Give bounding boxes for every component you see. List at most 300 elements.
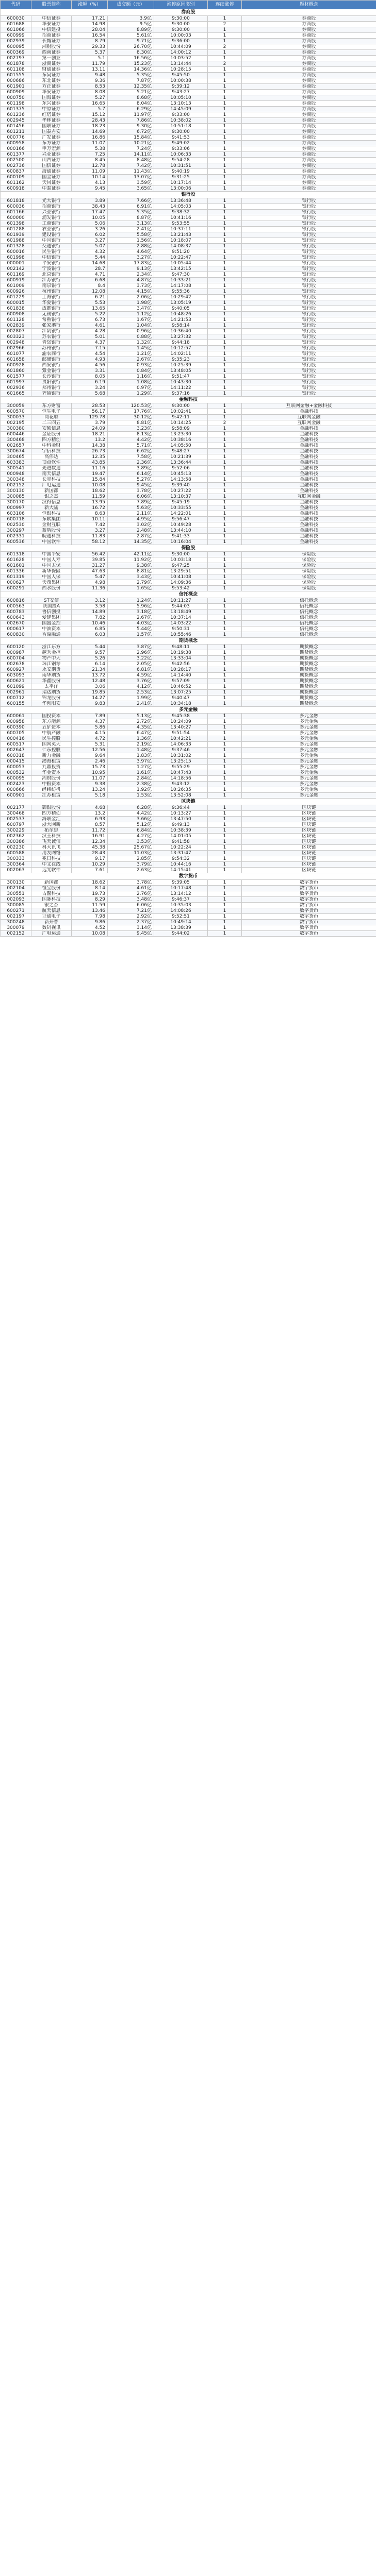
table-cell: 1 <box>208 215 242 221</box>
table-cell: 1.53亿 <box>108 793 154 799</box>
table-cell: 9.83 <box>72 701 108 707</box>
table-row <box>1 753 376 759</box>
table-row <box>1 615 376 621</box>
table-cell: 保险股 <box>242 552 376 557</box>
table-cell: 长沙银行 <box>31 374 72 380</box>
table-cell: 4.15 <box>72 731 108 736</box>
table-cell: 杭州银行 <box>31 289 72 295</box>
table-cell: 券商股 <box>242 56 376 61</box>
table-cell: 6.14亿 <box>108 471 154 477</box>
table-cell: 多元金融 <box>242 753 376 759</box>
table-cell: 银行股 <box>242 334 376 340</box>
table-cell: 1 <box>208 283 242 289</box>
table-cell: 2.36亿 <box>108 460 154 466</box>
table-cell: 券商股 <box>242 158 376 163</box>
table-cell: 10:41:08 <box>154 574 208 580</box>
table-cell: 苏农银行 <box>31 334 72 340</box>
table-cell: 002177 <box>1 805 31 811</box>
table-cell: 9:44:02 <box>154 931 208 937</box>
table-cell: 互联网金融 <box>242 415 376 420</box>
table-cell: 1 <box>208 650 242 656</box>
table-cell: 10:00:03 <box>154 33 208 39</box>
table-cell: 江阴银行 <box>31 329 72 334</box>
table-cell: 8.87亿 <box>108 215 154 221</box>
table-cell: 广电运通 <box>31 483 72 488</box>
table-cell: 银之杰 <box>31 494 72 500</box>
table-cell: 1 <box>208 569 242 574</box>
table-cell: 600926 <box>1 289 31 295</box>
table-cell: 47.63 <box>72 569 108 574</box>
table-cell: 券商股 <box>242 129 376 135</box>
table-cell: 期货概念 <box>242 656 376 662</box>
table-row <box>1 787 376 793</box>
table-cell: 4.28 <box>72 329 108 334</box>
table-cell: 1.32亿 <box>108 340 154 346</box>
table-cell: 28.04 <box>72 27 108 33</box>
table-row <box>1 266 376 272</box>
table-cell: 15.84亿 <box>108 135 154 141</box>
table-cell: 区块链 <box>242 868 376 873</box>
table-cell: 3.12 <box>72 598 108 604</box>
table-row <box>1 471 376 477</box>
table-cell: 金融科技 <box>242 409 376 415</box>
table-cell: 9:55:29 <box>154 765 208 770</box>
table-cell: 银行股 <box>242 221 376 227</box>
table-cell: 10:38:39 <box>154 828 208 834</box>
table-cell: 601169 <box>1 272 31 278</box>
table-cell: 1 <box>208 403 242 409</box>
table-cell: 金融科技 <box>242 517 376 522</box>
table-cell: 南天信息 <box>31 471 72 477</box>
table-cell: 1.57亿 <box>108 632 154 638</box>
table-cell: 邮储银行 <box>31 357 72 363</box>
table-cell: 14.35亿 <box>108 539 154 545</box>
table-cell: 国海证券 <box>31 95 72 101</box>
table-cell: 宁波银行 <box>31 266 72 272</box>
table-cell: 9.45亿 <box>108 931 154 937</box>
table-cell: 中原证券 <box>31 107 72 112</box>
table-cell: 1 <box>208 701 242 707</box>
table-cell: 银行股 <box>242 249 376 255</box>
table-cell: 12.35亿 <box>108 84 154 90</box>
table-cell: 东方财富 <box>31 403 72 409</box>
table-cell: 2.41亿 <box>108 701 154 707</box>
table-cell: 物产中大 <box>31 656 72 662</box>
table-cell: 1 <box>208 534 242 539</box>
table-cell: 金融科技 <box>242 449 376 454</box>
table-cell: 10:35:03 <box>154 903 208 908</box>
table-cell: 2 <box>208 44 242 50</box>
table-cell: 金融科技 <box>242 539 376 545</box>
table-cell: 9.36 <box>72 78 108 84</box>
table-cell: 数字货币 <box>242 880 376 886</box>
table-cell: 600621 <box>1 679 31 684</box>
table-cell: 4.27亿 <box>108 834 154 839</box>
table-cell: 江苏银行 <box>31 278 72 283</box>
table-cell: 9:30:00 <box>154 129 208 135</box>
table-cell: 1 <box>208 626 242 632</box>
table-cell: 浙商证券 <box>31 61 72 67</box>
table-cell: 券商股 <box>242 152 376 158</box>
table-cell: 东方证券 <box>31 141 72 146</box>
table-cell: 10:03:18 <box>154 557 208 563</box>
table-cell: 5.07 <box>72 244 108 249</box>
table-cell: 2.53亿 <box>108 690 154 696</box>
table-cell: 14.27 <box>72 696 108 701</box>
table-cell: 1.08亿 <box>108 380 154 385</box>
table-cell: 1 <box>208 289 242 295</box>
table-cell: 14:08:37 <box>154 244 208 249</box>
table-cell: 8.81亿 <box>108 420 154 426</box>
table-cell: 24.09 <box>72 426 108 432</box>
table-cell: 券商股 <box>242 175 376 180</box>
table-cell: 1 <box>208 811 242 817</box>
table-cell: 11.72 <box>72 828 108 834</box>
table-cell: 9:51:47 <box>154 374 208 380</box>
table-cell: 10:14:25 <box>154 420 208 426</box>
table-cell: 1 <box>208 839 242 845</box>
table-cell: 珠江钢琴 <box>31 662 72 667</box>
table-cell: 1 <box>208 557 242 563</box>
table-cell: 600918 <box>1 186 31 192</box>
table-cell: 14:11:22 <box>154 385 208 391</box>
table-cell: 拓尔思 <box>31 828 72 834</box>
table-row <box>1 714 376 719</box>
table-cell: 多元金融 <box>242 736 376 742</box>
table-cell: 5.61亿 <box>108 33 154 39</box>
table-cell: 13.95 <box>72 500 108 505</box>
table-cell: 汉得信息 <box>31 500 72 505</box>
table-cell: 26.70亿 <box>108 44 154 50</box>
table-cell: 1 <box>208 645 242 650</box>
table-cell: 四方精创 <box>31 811 72 817</box>
table-cell: 多元金融 <box>242 759 376 765</box>
table-cell: 1 <box>208 118 242 124</box>
table-row <box>1 368 376 374</box>
table-cell: 000948 <box>1 471 31 477</box>
table-cell: 1 <box>208 107 242 112</box>
table-cell: 10:16:04 <box>154 539 208 545</box>
table-cell: 000532 <box>1 770 31 776</box>
table-cell: 1 <box>208 765 242 770</box>
table-cell: 601319 <box>1 574 31 580</box>
table-cell: 600928 <box>1 363 31 368</box>
table-cell: 10:19:38 <box>154 650 208 656</box>
table-cell: 1 <box>208 323 242 329</box>
table-cell: 15.84 <box>72 477 108 483</box>
table-cell: 000416 <box>1 736 31 742</box>
table-cell: 9:42:11 <box>154 415 208 420</box>
table-cell: 9:45:19 <box>154 500 208 505</box>
table-cell: 14.89 <box>72 609 108 615</box>
table-row <box>1 834 376 839</box>
section-header-row <box>1 707 376 714</box>
table-cell: 9:52:51 <box>154 914 208 920</box>
table-cell: 1 <box>208 466 242 471</box>
table-cell: 5.58亿 <box>108 232 154 238</box>
table-cell: 10:42:21 <box>154 736 208 742</box>
table-cell: 1 <box>208 511 242 517</box>
table-cell: 金融科技 <box>242 483 376 488</box>
table-cell: 鲁信创投 <box>31 609 72 615</box>
table-cell: 2 <box>208 61 242 67</box>
table-row <box>1 323 376 329</box>
table-row <box>1 903 376 908</box>
table-row <box>1 650 376 656</box>
table-cell: 爱建集团 <box>31 615 72 621</box>
table-cell: 方正证券 <box>31 84 72 90</box>
table-cell: 6.02 <box>72 232 108 238</box>
table-cell: 银行股 <box>242 232 376 238</box>
table-cell: 东软集团 <box>31 517 72 522</box>
table-row <box>1 238 376 244</box>
table-cell: 1.48亿 <box>108 748 154 753</box>
table-cell: 银行股 <box>242 244 376 249</box>
table-cell: 0.93亿 <box>108 363 154 368</box>
table-cell: 1 <box>208 528 242 534</box>
table-cell: 16.54 <box>72 33 108 39</box>
table-cell: 1 <box>208 552 242 557</box>
table-cell: 601229 <box>1 295 31 300</box>
table-cell: 601336 <box>1 569 31 574</box>
table-cell: ST安信 <box>31 598 72 604</box>
table-cell: 成都银行 <box>31 306 72 312</box>
table-cell: 12.56 <box>72 748 108 753</box>
table-cell: 1 <box>208 90 242 95</box>
table-cell: 30.12亿 <box>108 415 154 420</box>
table-cell: 10:27:22 <box>154 488 208 494</box>
table-cell: 五矿资本 <box>31 725 72 731</box>
table-cell: 14:18:56 <box>154 776 208 782</box>
table-cell: 1 <box>208 186 242 192</box>
table-row <box>1 135 376 141</box>
table-cell: 山西证券 <box>31 158 72 163</box>
table-cell: 中油资本 <box>31 626 72 632</box>
table-cell: 600036 <box>1 204 31 210</box>
table-cell: 金融科技 <box>242 432 376 437</box>
table-body <box>1 9 376 937</box>
column-header: 代码 <box>1 1 31 9</box>
table-cell: 9:48:11 <box>154 645 208 650</box>
table-cell: 保险股 <box>242 569 376 574</box>
table-cell: 300229 <box>1 828 31 834</box>
table-row <box>1 295 376 300</box>
column-header: 股票简称 <box>31 1 72 9</box>
table-cell: 太平洋 <box>31 684 72 690</box>
table-cell: 9:42:56 <box>154 662 208 667</box>
table-cell: 600797 <box>1 822 31 828</box>
table-cell: 多元金融 <box>242 770 376 776</box>
table-cell: 14:08:26 <box>154 908 208 914</box>
table-cell: 华安证券 <box>31 90 72 95</box>
table-cell: 9.57 <box>72 650 108 656</box>
table-cell: 保险股 <box>242 574 376 580</box>
table-cell: 300380 <box>1 426 31 432</box>
table-cell: 多元金融 <box>242 776 376 782</box>
table-row <box>1 95 376 101</box>
table-cell: 1 <box>208 822 242 828</box>
table-cell: 银行股 <box>242 391 376 397</box>
table-cell: 19.73 <box>72 891 108 897</box>
table-cell: 9:36:00 <box>154 39 208 44</box>
table-cell: 银行股 <box>242 323 376 329</box>
table-cell: 10:41:16 <box>154 215 208 221</box>
table-cell: 4.95亿 <box>108 517 154 522</box>
table-cell: 13.46 <box>72 908 108 914</box>
table-row <box>1 673 376 679</box>
table-cell: 华鑫股份 <box>31 679 72 684</box>
table-cell: 1 <box>208 725 242 731</box>
table-cell: 17.47 <box>72 210 108 215</box>
table-cell: 1 <box>208 27 242 33</box>
table-cell: 古鳌科技 <box>31 891 72 897</box>
table-row <box>1 432 376 437</box>
table-cell: 56.17 <box>72 409 108 415</box>
table-cell: 7.98 <box>72 914 108 920</box>
table-cell: 600901 <box>1 793 31 799</box>
table-cell: 42.11亿 <box>108 552 154 557</box>
table-cell: 002142 <box>1 266 31 272</box>
table-row <box>1 363 376 368</box>
table-row <box>1 50 376 56</box>
table-cell: 13:27:32 <box>154 334 208 340</box>
table-cell: 7.86亿 <box>108 118 154 124</box>
table-cell: 湘财股份 <box>31 44 72 50</box>
table-cell: 4.87亿 <box>108 278 154 283</box>
table-row <box>1 112 376 118</box>
table-cell: 3.73亿 <box>108 283 154 289</box>
table-cell: 9:37:46 <box>154 748 208 753</box>
table-cell: 1 <box>208 793 242 799</box>
table-cell: 长亮科技 <box>31 477 72 483</box>
table-cell: 9:33:06 <box>154 146 208 152</box>
table-cell: 1 <box>208 759 242 765</box>
table-cell: 3.27 <box>72 528 108 534</box>
table-cell: 3.27 <box>72 238 108 244</box>
section-title: 保险股 <box>1 545 376 552</box>
section-title: 金融科技 <box>1 397 376 403</box>
table-cell: 1 <box>208 931 242 937</box>
table-cell: 5.1 <box>72 56 108 61</box>
table-cell: 14:01:05 <box>154 834 208 839</box>
table-cell: 5.12亿 <box>108 822 154 828</box>
table-cell: 1 <box>208 662 242 667</box>
table-cell: 1 <box>208 204 242 210</box>
table-cell: 601377 <box>1 152 31 158</box>
table-cell: 4.42亿 <box>108 811 154 817</box>
table-cell: 5.27亿 <box>108 477 154 483</box>
table-cell: 银行股 <box>242 340 376 346</box>
table-cell: 御银股份 <box>31 805 72 811</box>
table-cell: 8.04亿 <box>108 101 154 107</box>
table-cell: 000997 <box>1 505 31 511</box>
table-cell: 信托概念 <box>242 626 376 632</box>
table-row <box>1 374 376 380</box>
table-cell: 14:06:33 <box>154 742 208 748</box>
table-cell: 互联网金融 <box>242 420 376 426</box>
table-cell: 金融科技 <box>242 528 376 534</box>
table-cell: 5.44亿 <box>108 626 154 632</box>
table-cell: 13:10:13 <box>154 101 208 107</box>
table-cell: 4.13 <box>72 180 108 186</box>
table-cell: 银行股 <box>242 312 376 317</box>
table-cell: 10:51:18 <box>154 124 208 129</box>
table-cell: 6.72亿 <box>108 129 154 135</box>
table-cell: 2.92亿 <box>108 914 154 920</box>
table-cell: 数字货币 <box>242 886 376 891</box>
table-cell: 张家港行 <box>31 323 72 329</box>
table-cell: 600704 <box>1 656 31 662</box>
table-cell: 6.73 <box>72 317 108 323</box>
table-cell: 越秀金控 <box>31 650 72 656</box>
table-cell: 财通证券 <box>31 67 72 73</box>
table-cell: 10:33:21 <box>154 278 208 283</box>
table-cell: 1 <box>208 334 242 340</box>
table-cell: 11.03亿 <box>108 851 154 856</box>
table-cell: 中信证券 <box>31 16 72 22</box>
table-cell: 1 <box>208 903 242 908</box>
table-cell: 17.83亿 <box>108 261 154 266</box>
table-cell: 002500 <box>1 158 31 163</box>
table-cell: 28.53 <box>72 403 108 409</box>
table-row <box>1 73 376 78</box>
table-cell: 1.61亿 <box>108 770 154 776</box>
table-cell: 1 <box>208 897 242 903</box>
table-row <box>1 609 376 615</box>
table-cell: 300059 <box>1 403 31 409</box>
table-cell: 中国人保 <box>31 574 72 580</box>
table-cell: 银行股 <box>242 289 376 295</box>
table-cell: 中粮资本 <box>31 782 72 787</box>
table-cell: 广发证券 <box>31 135 72 141</box>
table-row <box>1 163 376 169</box>
table-cell: 6.06亿 <box>108 903 154 908</box>
table-cell: 1 <box>208 574 242 580</box>
table-cell: 1 <box>208 278 242 283</box>
table-cell: 数字货币 <box>242 925 376 931</box>
table-cell: 海联金汇 <box>31 817 72 822</box>
table-row <box>1 931 376 937</box>
table-cell: 600536 <box>1 539 31 545</box>
table-cell: 1 <box>208 300 242 306</box>
table-cell: 期货概念 <box>242 662 376 667</box>
table-cell: 300079 <box>1 925 31 931</box>
table-cell: 15.73 <box>72 765 108 770</box>
table-row <box>1 488 376 494</box>
table-cell: 002152 <box>1 931 31 937</box>
table-cell: 1 <box>208 391 242 397</box>
table-cell: 600643 <box>1 615 31 621</box>
section-header-row <box>1 638 376 645</box>
table-cell: 300085 <box>1 494 31 500</box>
table-cell: 600061 <box>1 714 31 719</box>
table-cell: 民生控股 <box>31 736 72 742</box>
table-cell: 券商股 <box>242 180 376 186</box>
table-row <box>1 101 376 107</box>
table-cell: 600095 <box>1 776 31 782</box>
table-cell: 3.53亿 <box>108 839 154 845</box>
table-row <box>1 908 376 914</box>
table-cell: 9.45亿 <box>108 483 154 488</box>
table-cell: 恒宝股份 <box>31 886 72 891</box>
table-cell: 1 <box>208 880 242 886</box>
table-cell: 数字货币 <box>242 908 376 914</box>
table-row <box>1 793 376 799</box>
table-cell: 11.07 <box>72 141 108 146</box>
table-cell: 银行股 <box>242 295 376 300</box>
table-cell: 2.96亿 <box>108 650 154 656</box>
table-cell: 14:13:58 <box>154 477 208 483</box>
